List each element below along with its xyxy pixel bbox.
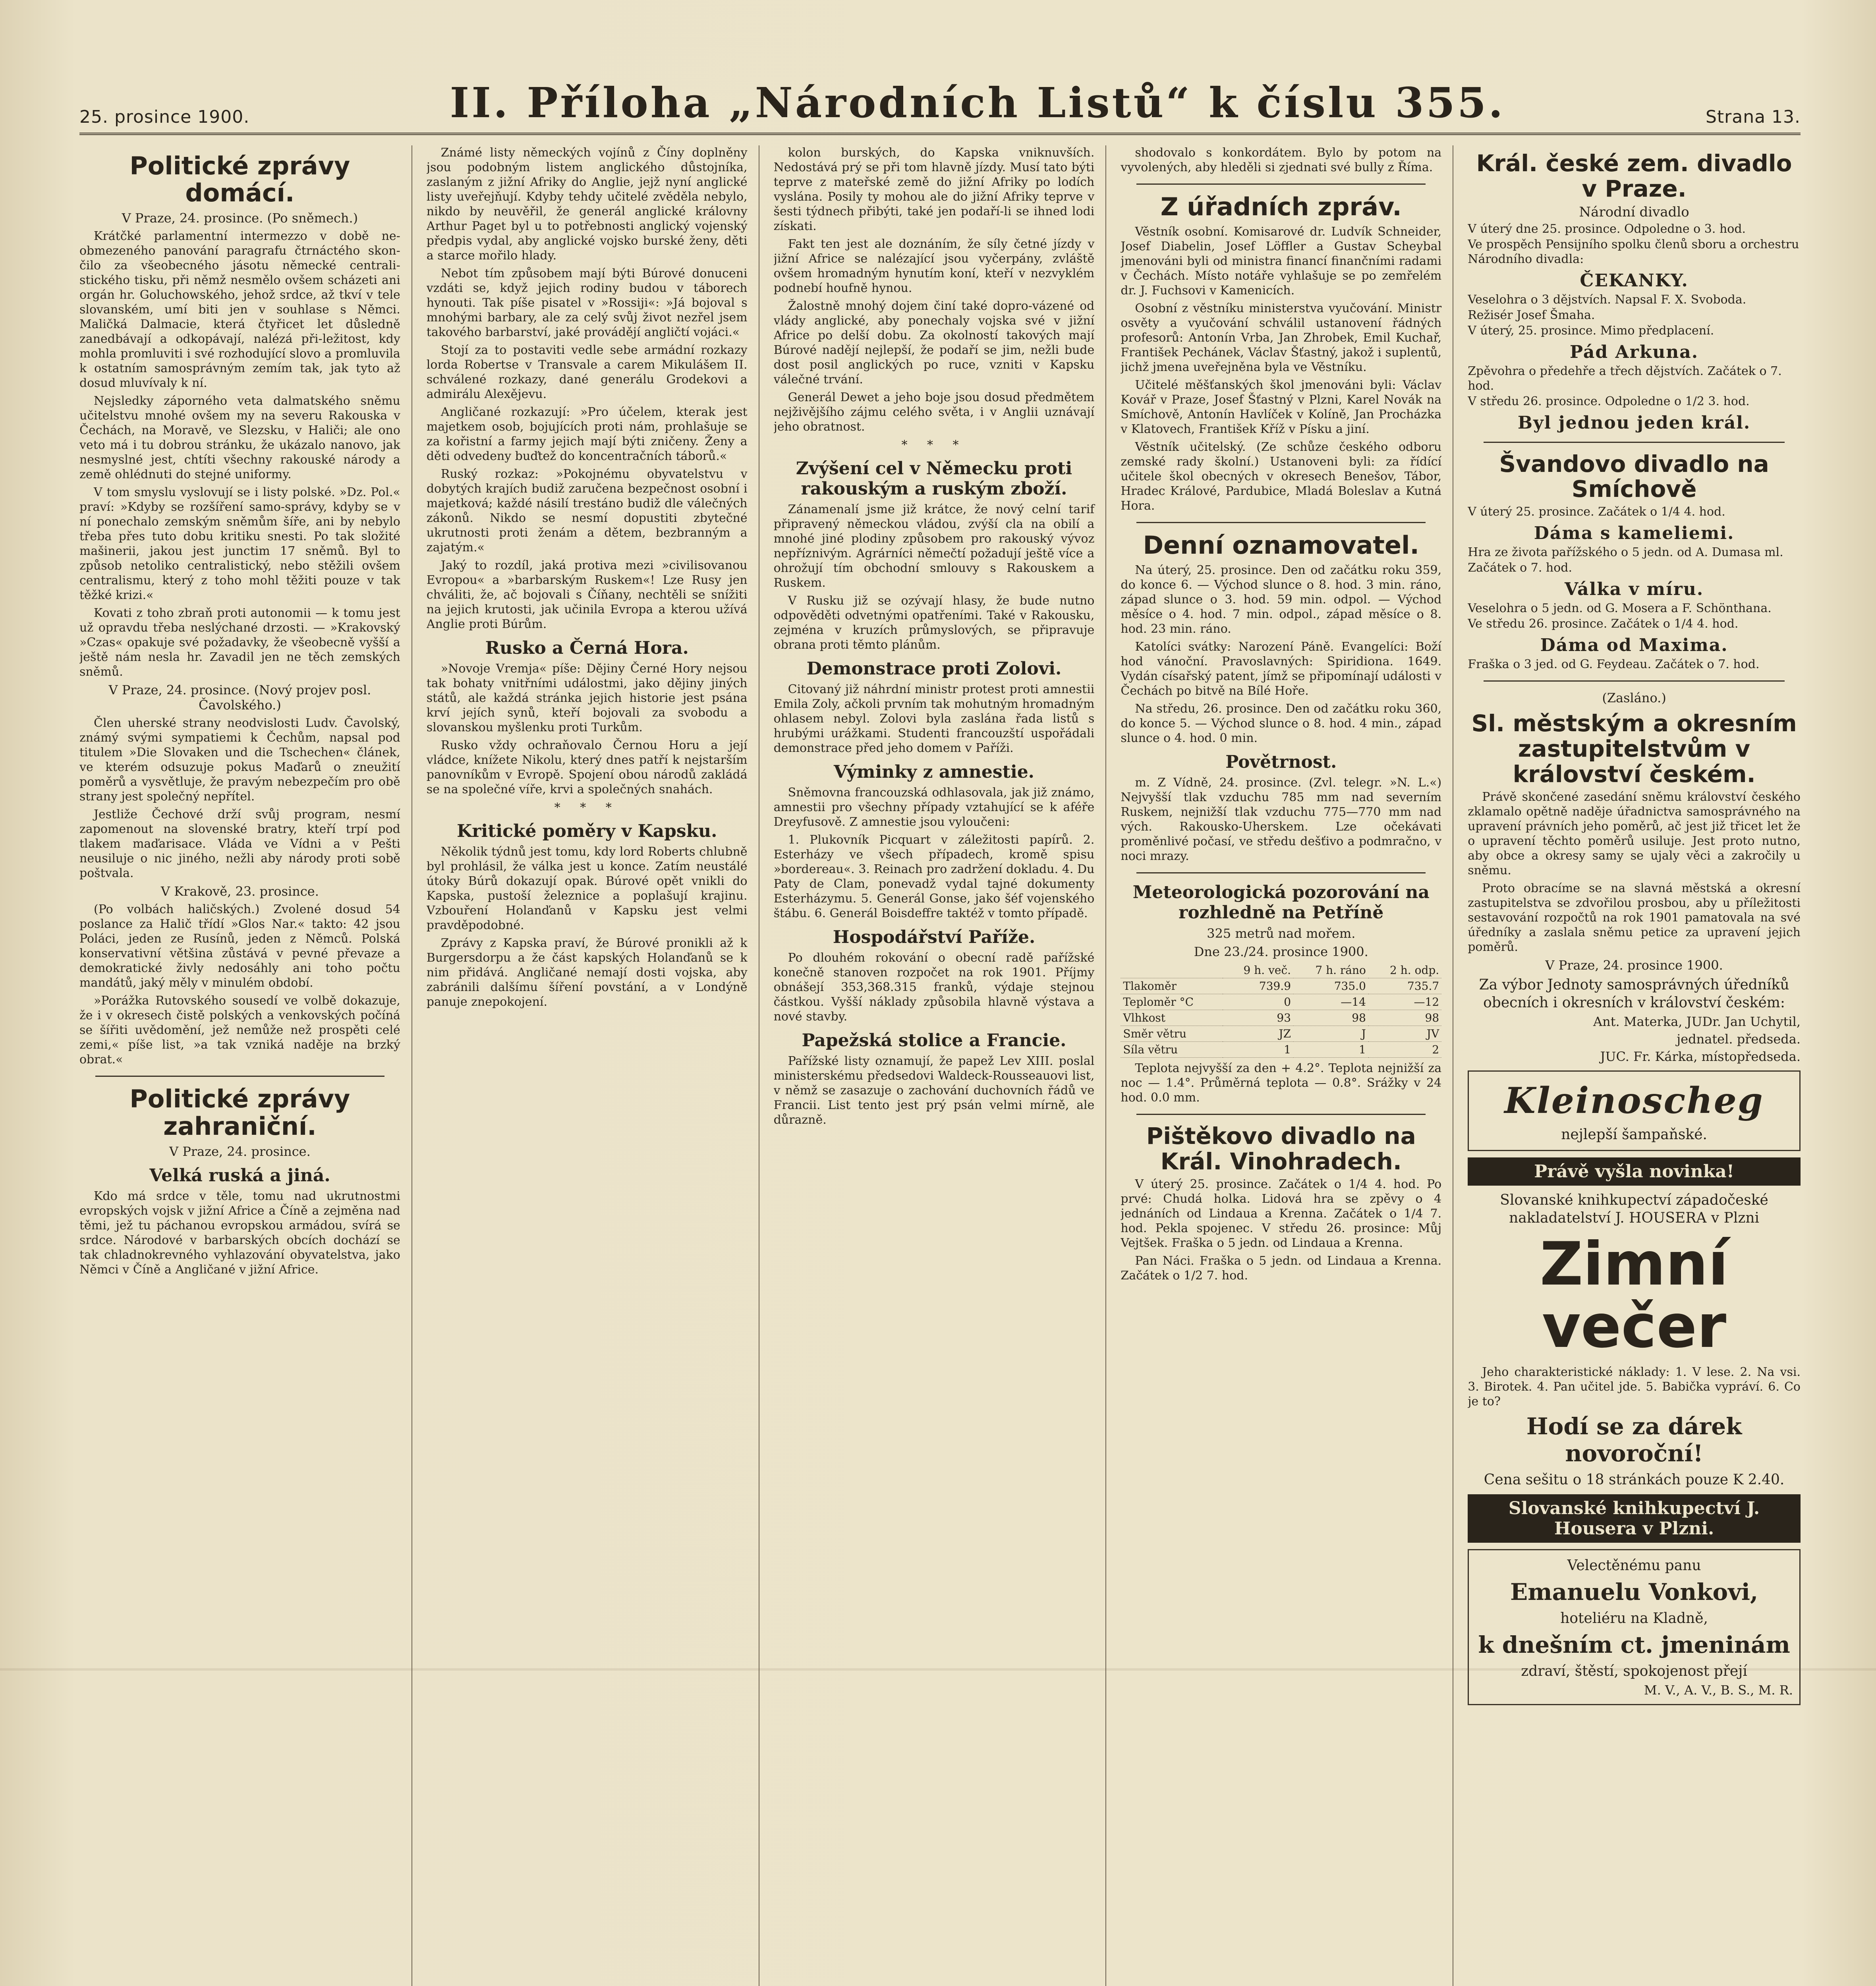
- program-title: Byl jednou jeden král.: [1517, 412, 1751, 433]
- program-line: Začátek o 7. hod.: [1468, 561, 1573, 575]
- table-row: [1121, 978, 1441, 994]
- greeting-line: hoteliéru na Kladně,: [1560, 1610, 1708, 1627]
- article-heading: Kritické poměry v Kapsku.: [456, 821, 717, 841]
- article-heading: Papežská stolice a Francie.: [802, 1030, 1066, 1051]
- column-3: [774, 145, 1107, 1986]
- dateline: V Krakově, 23. prosince.: [160, 884, 319, 899]
- section-heading-foreign: Politické zprávy zahraniční.: [129, 1084, 350, 1141]
- paragraph: Zprávy z Kapska praví, že Búrové pronikli až k Burgersdorpu a že část kapských Holanďanů se k nim přidává. Angličané nemají dosti vojska, aby zabránili dalšímu šíření povstání, a v Londýně panuje znepokojení.: [426, 936, 748, 1009]
- table-cell: Síla větru: [1121, 1042, 1223, 1058]
- table-cell: 93: [1223, 1010, 1293, 1026]
- table-header-cell: [1121, 962, 1223, 978]
- paragraph: »Porážka Rutovského sousedí ve volbě dokazuje, že i v okresech čistě polských a venkovských počíná se šířiti uvědomění, jež nemůže než prospěti celé zemi,« píše list, »a tak vzniká naděje na brzký obrat.«: [79, 994, 400, 1067]
- divider: [1136, 184, 1426, 185]
- paragraph: Několik týdnů jest tomu, kdy lord Roberts chlubně byl prohlásil, že válka jest u konce. Zatím neustálé útoky Búrů dokazují opak. Búrové opět vnikli do Kapska, pustoší železnice a poplašují krajinu. Vzbouření Holanďanů v Kapsku jest velmi pravděpodobné.: [426, 845, 748, 932]
- advert-publisher: Slovanské knihkupectví západočeské nakladatelství J. HOUSERA v Plzni: [1500, 1192, 1768, 1226]
- program-line: Ve prospěch Pensijního spolku členů sboru a orchestru Národního divadla:: [1468, 237, 1799, 266]
- table-cell: 2: [1368, 1042, 1441, 1058]
- page-number: Strana 13.: [1705, 107, 1801, 127]
- advert-banner: Právě vyšla novinka!: [1468, 1157, 1801, 1186]
- note-label: (Zasláno.): [1602, 690, 1666, 706]
- separator-stars: * * *: [554, 801, 620, 815]
- table-cell: —14: [1293, 994, 1368, 1010]
- paragraph: Nejsledky záporného veta dalmatského sněmu učitelstvu mnohé ovšem my na severu Rakouska v Čechách, na Moravě, ve Slezsku, v Haliči; ale ono veto má i tu dobrou stránku, že ukázalo nanovo, jak nesmyslné jest, chtíti všechny rakouské národy a země ohlédnuti do stejné uniformy.: [79, 394, 400, 482]
- table-cell: JZ: [1223, 1026, 1293, 1042]
- paragraph: Krátčké parlamentní intermezzo v době ne-obmezeného panování paragrafu čtrnáctého skon-čilo za všeobecného jásotu německé centrali-stického tisku, při němž nesmělo ovšem scházeti ani orgán hr. Goluchowského, jehož srdce, až tkví v tele slovanském, umí biti jen v souhlase s Němci. Maličká Dalmacie, která čtyřicet let důsledně zanedbávají a odkopávají, nalézá při-ležitost, kdy mohla promluviti i své rozhodující slovo a promluvila k ostatním samosprávným zemím tak, jak tyto až dosud mluvívaly k ní.: [79, 229, 400, 390]
- separator-stars: * * *: [901, 438, 967, 452]
- paragraph: Žalostně mnohý dojem činí také dopro-vázené od vlády anglické, aby ponechaly vojska své v jižní Africe po delší dobu. Za okolností takových mají Búrové nadějí nejlepší, že podaří se jim, nežli bude dost posil anglických po ruce, vzniti v Kapsku válečné trvání.: [773, 299, 1095, 386]
- paragraph: Jaký to rozdíl, jaká protiva mezi »civilisovanou Evropou« a »barbarským Ruskem«! Lze Rusy jen chváliti, že, ač bojovali s Číňany, nechtěli se snížiti na jejich krutosti, jak učinila Evropa a kterou užívá Anglie proti Búrům.: [426, 558, 748, 631]
- paragraph: Rusko vždy ochraňovalo Černou Horu a její vládce, knížete Nikolu, který dnes patří k nejstarším panovníkům v Evropě. Spojení obou národů zakládá se na společné víře, krvi a společných snahách.: [426, 738, 748, 796]
- dateline: V Praze, 24. prosince.: [169, 1144, 311, 1159]
- paragraph: Věstník osobní. Komisarové dr. Ludvík Schneider, Josef Diabelin, Josef Löffler a Gustav Scheybal jmenováni byli od ministra financí finančními radami v Čechách. Místo notáře vyhlašuje se po zemřelém dr. J. Fuchsovi v Kamenicích.: [1121, 225, 1442, 298]
- program-line: V středu 26. prosince. Odpoledne o 1/2 3. hod.: [1468, 394, 1750, 408]
- supplement-title: II. Příloha „Národních Listů“ k číslu 355.: [450, 78, 1505, 127]
- issue-date: 25. prosince 1900.: [79, 107, 250, 127]
- article-heading: Výminky z amnestie.: [833, 762, 1035, 782]
- divider: [1136, 522, 1426, 523]
- masthead: [79, 60, 1801, 135]
- program-line: Fraška o 3 jed. od G. Feydeau. Začátek o 7. hod.: [1468, 657, 1760, 672]
- table-cell: JV: [1368, 1026, 1441, 1042]
- greeting-occasion: k dnešním ct. jmeninám: [1478, 1631, 1790, 1658]
- paragraph: Jestliže Čechové drží svůj program, nesmí zapomenout na slovenské bratry, kteří trpí pod tlakem maďarisace. Vláda ve Vídni a v Pešti neusiluje o nic jiného, nežli aby národy proti sobě poštvala.: [79, 808, 400, 881]
- column-5: [1468, 145, 1801, 1986]
- greeting-signature: M. V., A. V., B. S., M. R.: [1644, 1682, 1793, 1698]
- signature: JUC. Fr. Kárka, místopředseda.: [1600, 1049, 1801, 1064]
- paper-fold: [0, 1668, 1876, 1671]
- program-line: Zpěvohra o předehře a třech dějstvích. Začátek o 7. hod.: [1468, 364, 1782, 393]
- paragraph: Stojí za to postaviti vedle sebe armádní rozkazy lorda Robertse v Transvale a carem Mikulášem II. schválené rozkazy, dané generálu Grodekovi a admirálu Alexějevu.: [426, 343, 748, 401]
- table-row: [1121, 1010, 1441, 1026]
- paragraph: Sněmovna francouzská odhlasovala, jak již známo, amnestii pro všechny případy vztahující se k aféře Dreyfusově. Z amnestie jsou vyloučeni:: [773, 786, 1095, 829]
- paragraph: Nebot tím způsobem mají býti Búrové donuceni vzdáti se, když jejich rodiny budou v táborech hynouti. Tak píše pisatel v »Rossiji«: »Já bojoval s mnohými barbary, ale za celý svůj život nezřel jsem takového barbarství, jaké provádějí angličtí vojáci.«: [426, 267, 748, 339]
- article-heading: Velká ruská a jiná.: [149, 1165, 330, 1186]
- table-cell: 98: [1368, 1010, 1441, 1026]
- paragraph: Generál Dewet a jeho boje jsou dosud předmětem nejživějšího zájmu celého světa, i v Anglii uznávají jeho obratnost.: [773, 390, 1095, 434]
- paragraph: Pařížské listy oznamují, že papež Lev XIII. poslal ministerskému předsedovi Waldeck-Rousseauovi list, v němž se zasazuje o zachování duchovních řádů ve Francii. List tento jest prý psán velmi mírně, ale důrazně.: [773, 1054, 1095, 1127]
- table-header-cell: 9 h. več.: [1223, 962, 1293, 978]
- table-cell: 1: [1293, 1042, 1368, 1058]
- program-line: V úterý 25. prosince. Začátek o 1/4 4. hod.: [1468, 505, 1725, 519]
- paragraph: »Novoje Vremja« píše: Dějiny Černé Hory nejsou tak bohaty vnitřními událostmi, jako dějiny jiných států, ale každá stránka jejich historie jest psána krví jejích synů, kteří bojovali za svobodu a slovanskou myšlenku proti Turkům.: [426, 662, 748, 734]
- article-heading: Hospodářství Paříže.: [833, 927, 1036, 947]
- table-cell: 739.9: [1223, 978, 1293, 994]
- section-heading-daily: Denní oznamovatel.: [1143, 531, 1419, 560]
- article-heading: Povětrnost.: [1225, 752, 1337, 773]
- weather-table: [1121, 962, 1441, 1058]
- paragraph: V úterý 25. prosince. Začátek o 1/4 4. hod. Po prvé: Chudá holka. Lidová hra se zpěvy o 4 jednáních od Lindaua a Krenna. Začátek o 1/4 7. hod. Pekla spojenec. V středu 26. prosince: Můj Vejtšek. Fraška o 5 jedn. od Lindaua a Krenna.: [1121, 1177, 1442, 1250]
- table-row: [1121, 1042, 1441, 1058]
- paragraph: V Rusku již se ozývají hlasy, že bude nutno odpověděti odvetnými opatřeními. Také v Rakousku, zejména v kruzích průmyslových, se připravuje obrana proti těmto plánům.: [773, 594, 1095, 652]
- weather-date: Dne 23./24. prosince 1900.: [1194, 944, 1368, 960]
- program-line: V úterý, 25. prosince. Mimo předplacení.: [1468, 323, 1714, 338]
- table-row: [1121, 962, 1441, 978]
- program-line: Veselohra o 3 dějstvích. Napsal F. X. Svoboda.: [1468, 292, 1747, 307]
- advert-greeting: [1468, 1549, 1801, 1705]
- program-line: Hra ze života pařížského o 5 jedn. od A. Dumasa ml.: [1468, 545, 1783, 560]
- table-header-cell: 2 h. odp.: [1368, 962, 1441, 978]
- divider: [1136, 872, 1426, 873]
- column-1: [79, 145, 412, 1986]
- dateline: V Praze, 24. prosince 1900.: [1545, 957, 1723, 973]
- paragraph: (Po volbách haličských.) Zvolené dosud 54 poslance za Halič třídí »Glos Nar.« takto: 42 jsou Poláci, jeden ze Rusínů, jeden z Němců. Polská konservativní většina zůstává v pevné převaze a demokratické živly nedosáhly ani toho počtu mandátů, jaký měly v minulém období.: [79, 902, 400, 990]
- paragraph: Učitelé měšťanských škol jmenováni byli: Václav Kovář v Praze, Josef Šťastný v Plzni, Karel Novák na Smíchově, Antonín Havlíček v Kolíně, Jan Procházka v Klatovech, František Kříž v Písku a jiní.: [1121, 378, 1442, 437]
- advert-price: Cena sešitu o 18 stránkách pouze K 2.40.: [1484, 1471, 1785, 1488]
- paragraph: Na středu, 26. prosince. Den od začátku roku 360, do konce 5. — Východ slunce o 8. hod. 4 min., západ slunce o 4. hod. 0 min.: [1121, 702, 1442, 746]
- paragraph: Právě skončené zasedání sněmu království českého zklamalo opětně naděje úřadnictva samosprávného na upravení právních jeho poměrů, ač jest již třicet let že o upravení těchto poměrů usiluje. Jest proto nutno, aby obce a okresy samy se ujaly věci a zakročily u sněmu.: [1468, 790, 1801, 877]
- table-header-cell: 7 h. ráno: [1293, 962, 1368, 978]
- program-line: V úterý dne 25. prosince. Odpoledne o 3. hod.: [1468, 222, 1746, 236]
- program-title: ČEKANKY.: [1580, 270, 1689, 291]
- weather-notes: Teplota nejvyšší za den + 4.2°. Teplota nejnižší za noc — 1.4°. Průměrná teplota — 0.8°. Srážky v 24 hod. 0.0 mm.: [1121, 1061, 1442, 1105]
- paragraph: Známé listy německých vojínů z Číny doplněny jsou podobným listem anglického důstojníka, zaslaným z jižní Afriky do Anglie, jejž nyní anglické listy uveřejňují. Kdyby tehdy učitelé zvěděla nebylo, nikdo by neuvěřil, že generál anglické královny Arthur Paget byl u to potřebnosti anglický vojenský předpis vydal, aby anglické vojsko burské ženy, děti a starce mořilo hlady.: [426, 146, 748, 263]
- greeting-line: zdraví, štěstí, spokojenost přejí: [1521, 1663, 1747, 1679]
- program-title: Válka v míru.: [1564, 579, 1704, 600]
- article-heading: Demonstrace proti Zolovi.: [806, 659, 1062, 679]
- dateline: V Praze, 24. prosince. (Po sněmech.): [122, 211, 358, 226]
- paragraph: Katolíci svátky: Narození Páně. Evangelíci: Boží hod vánoční. Pravoslavných: Spiridiona. 1649. Vydán císařský patent, jímž se připomínají události v Čechách po bitvě na Bílé Hoře.: [1121, 640, 1442, 698]
- paragraph: m. Z Vídně, 24. prosince. (Zvl. telegr. »N. L.«) Nejvyšší tlak vzduchu 785 mm nad severním Ruskem, nejnižší tlak vzduchu 775—770 mm nad vých. Rakousko-Uherskem. Lze očekávati proměnlivé počasí, ve středu dešťivo a podmračno, v noci mrazy.: [1121, 776, 1442, 864]
- table-cell: Směr větru: [1121, 1026, 1223, 1042]
- weather-heading: Meteorologická pozorování na rozhledně na Petříně: [1132, 882, 1430, 923]
- divider: [1484, 680, 1785, 682]
- theatre-subheading: Národní divadlo: [1579, 204, 1689, 220]
- weather-subheading: 325 metrů nad mořem.: [1207, 926, 1356, 941]
- paragraph: Pan Náci. Fraška o 5 jedn. od Lindaua a Krenna. Začátek o 1/2 7. hod.: [1121, 1254, 1442, 1283]
- table-cell: Tlakoměr: [1121, 978, 1223, 994]
- advert-slogan: Hodí se za dárek novoroční!: [1526, 1412, 1742, 1467]
- paragraph: Zánamenalí jsme již krátce, že nový celní tarif připravený německou vládou, zvýší cla na obilí a mnohé jiné plodiny způsobem pro rakouský vývoz nepříznivým. Agrárníci němečtí požadují ještě více a ohrožují tím obchodní smlouvy s Rakouskem a Ruskem.: [773, 502, 1095, 590]
- table-cell: 735.7: [1368, 978, 1441, 994]
- column-2: [427, 145, 759, 1986]
- paragraph: Angličané rozkazují: »Pro účelem, kterak jest majetkem osob, bojujících proti nám, prohlašuje se za kořistní a farmy jejich mají býti zničeny. Ženy a děti odvedeny buďtež do koncentračních táborů.«: [426, 405, 748, 463]
- greeting-line: Velectěnému panu: [1567, 1557, 1701, 1574]
- paragraph: Po dlouhém rokování o obecní radě pařížské konečně stanoven rozpočet na rok 1901. Příjmy obnášejí 353,368.315 franků, výdaje stejnou částkou. Vyšší náklady způsobila hlavně výstava a nové stavby.: [773, 951, 1095, 1024]
- table-cell: Vlhkost: [1121, 1010, 1223, 1026]
- paragraph: Kovati z toho zbraň proti autonomii — k tomu jest už opravdu třeba neslýchané drzosti. — »Krakovský »Czas« opakuje své požadavky, že všeobecně vyšší a ještě nám nesla hr. Zavadil jen ne těch zemských sněmů.: [79, 606, 400, 679]
- table-cell: 0: [1223, 994, 1293, 1010]
- program-title: Dáma s kameliemi.: [1534, 523, 1735, 544]
- advert-text: Jeho charakteristické náklady: 1. V lese. 2. Na vsi. 3. Birotek. 4. Pan učitel jde. 5. Babička vypráví. 6. Co je to?: [1468, 1365, 1801, 1408]
- table-row: [1121, 1026, 1441, 1042]
- signature: Ant. Materka, JUDr. Jan Uchytil,: [1593, 1014, 1801, 1029]
- notice-heading: Sl. městským a okresním zastupitelstvům v království českém.: [1471, 710, 1797, 788]
- divider: [95, 1076, 384, 1077]
- columns: [79, 145, 1801, 1986]
- table-cell: 98: [1293, 1010, 1368, 1026]
- program-line: Veselohra o 5 jedn. od G. Mosera a F. Schönthana.: [1468, 601, 1772, 616]
- section-heading-official: Z úřadních zpráv.: [1160, 192, 1402, 221]
- table-cell: —12: [1368, 994, 1441, 1010]
- divider: [1484, 442, 1785, 443]
- paragraph: Osobní z věstníku ministerstva vyučování. Ministr osvěty a vyučování schválil ustanovení řádných profesorů: Antonín Vrba, Jan Zhrobek, Emil Kuchař, František Pechánek, Václav Šťastný, jakož i suplentů, jichž jmena uveřejněna byla ve Věstníku.: [1121, 301, 1442, 375]
- dateline: V Praze, 24. prosince. (Nový projev posl. Čavolského.): [108, 682, 371, 713]
- program-title: Dáma od Maxima.: [1540, 635, 1728, 656]
- paragraph: Věstník učitelský. (Ze schůze českého odboru zemské rady školní.) Ustanoveni byli: za řídící učitele škol obecných v okresech Benešov, Tábor, Hradec Králové, Pardubice, Mladá Boleslav a Kutná Hora.: [1121, 440, 1442, 513]
- paragraph: shodovalo s konkordátem. Bylo by potom na vyvolených, aby hleděli si zjednati své bully z Říma.: [1121, 146, 1442, 174]
- paragraph: Ruský rozkaz: »Pokojnému obyvatelstvu v dobytých krajích budiž zaručena bezpečnost osobní i majetková; každé násilí trestáno budiž dle válečných zákonů. Nikdo se nesmí dopustiti zbytečné ukrutnosti proti ženám a dětem, bezbranným a zajatým.«: [426, 467, 748, 554]
- greeting-name: Emanuelu Vonkovi,: [1510, 1578, 1758, 1605]
- theatre-heading: Pištěkovo divadlo na Král. Vinohradech.: [1146, 1122, 1416, 1175]
- divider: [1136, 1114, 1426, 1115]
- theatre-heading: Švandovo divadlo na Smíchově: [1499, 450, 1769, 503]
- section-heading-domestic: Politické zprávy domácí.: [129, 151, 350, 208]
- program-line: Ve středu 26. prosince. Začátek o 1/4 4. hod.: [1468, 617, 1739, 631]
- paragraph: Člen uherské strany neodvislosti Ludv. Čavolský, známý svými sympatiemi k Čechům, napsal pod titulem »Die Slovaken und die Tschechen« článek, ve kterém odsuzuje pokus Maďarů o zneužití poměrů a vysvětluje, že pravým nebezpečím pro obě strany jest společný nepřítel.: [79, 716, 400, 804]
- paragraph: Fakt ten jest ale doznáním, že síly četné jízdy v jižní Africe se nalézající jsou vyčerpány, zvláště ovšem hromadným hynutím koní, kteří v nezvyklém podnebí houfně hynou.: [773, 237, 1095, 295]
- article-heading: Zvýšení cel v Německu proti rakouským a ruským zboží.: [796, 458, 1072, 499]
- paragraph: Proto obracíme se na slavná městská a okresní zastupitelstva se zdvořilou prosbou, aby u příležitosti sestavování rozpočtů na rok 1901 pamatovala na své úředníky a zaslala sněmu petice za upravení jejich poměrů.: [1468, 881, 1801, 954]
- table-cell: 1: [1223, 1042, 1293, 1058]
- table-cell: Teploměr °C: [1121, 994, 1223, 1010]
- signature-intro: Za výbor Jednoty samosprávných úředníků obecních i okresních v království českém:: [1479, 976, 1789, 1011]
- table-row: [1121, 994, 1441, 1010]
- advert-bookshop: Slovanské knihkupectví J. Housera v Plzni.: [1468, 1494, 1801, 1543]
- column-4: [1121, 145, 1453, 1986]
- paragraph: V tom smyslu vyslovují se i listy polské. »Dz. Pol.« praví: »Kdyby se rozšíření samo-správy, kdyby se v ní ponechalo zemským sněmům šíře, ani by nebylo třeba přes tuto dobu kritiku snesti. Po tak složité mašinerii, jakou jest junctim 17 sněmů. Byl to způsob netoliko centralistický, nebo stěžili ovšem centralismu, který z toho mohl těžiti pouze v tak těžké krizi.«: [79, 485, 400, 603]
- advert-kleinoscheg: [1468, 1070, 1801, 1151]
- program-line: Režisér Josef Šmaha.: [1468, 308, 1595, 322]
- signature-roles: jednatel. předseda.: [1677, 1031, 1801, 1047]
- advert-tagline: nejlepší šampaňské.: [1561, 1126, 1707, 1143]
- theatre-heading: Král. české zem. divadlo v Praze.: [1476, 150, 1792, 202]
- table-cell: J: [1293, 1026, 1368, 1042]
- paragraph: Citovaný již náhrdní ministr protest proti amnestii Emila Zoly, ačkoli prvním tak mohutným hromadným ohlasem nebyl. Zolovi byla zaslána řada listů s hrubými urážkami. Studenti francouzští uspořádali demonstrace před jeho domem v Paříži.: [773, 682, 1095, 755]
- paragraph: Kdo má srdce v těle, tomu nad ukrutnostmi evropských vojsk v jižní Africe a Číně a zejměna nad těmi, jež tu páchanou evropskou armádou, svírá se srdce. Národové v barbarských obcích dochází se tak chladnokrevného vyhlazování obyvatelstva, jako Němci v Číně a Angličané v jižní Africe.: [79, 1189, 400, 1277]
- advert-brand: Kleinoscheg: [1504, 1079, 1764, 1122]
- article-heading: Rusko a Černá Hora.: [485, 638, 689, 658]
- paragraph: kolon burských, do Kapska vniknuvších. Nedostává prý se při tom hlavně jízdy. Musí tato býti teprve z mateřské země do jižní Afriky po lodích vyslána. Posily ty mohou ale do jižní Afriky teprve v šesti týdnech přibýti, také jen podaří-li se ihned lodi získati.: [773, 146, 1095, 233]
- program-title: Pád Arkuna.: [1570, 342, 1699, 362]
- paragraph: Na úterý, 25. prosince. Den od začátku roku 359, do konce 6. — Východ slunce o 8. hod. 3 min. ráno, západ slunce o 3. hod. 59 min. odpol. — Východ měsíce o 4. hod. 7 min. odpol., západ měsíce o 8. hod. 23 min. ráno.: [1121, 563, 1442, 636]
- table-cell: 735.0: [1293, 978, 1368, 994]
- paragraph: 1. Plukovník Picquart v záležitosti papírů. 2. Esterházy ve všech případech, kromě spisu »bordereau«. 3. Reinach pro zadržení dokladu. 4. Du Paty de Clam, ponevadž vydal tajné dokumenty Esterházymu. 5. Generál Gonse, jako šéf vojenského štábu. 6. Generál Boisdeffre taktéž v tomto případě.: [773, 833, 1095, 920]
- advert-book-title: Zimní večer: [1540, 1229, 1729, 1362]
